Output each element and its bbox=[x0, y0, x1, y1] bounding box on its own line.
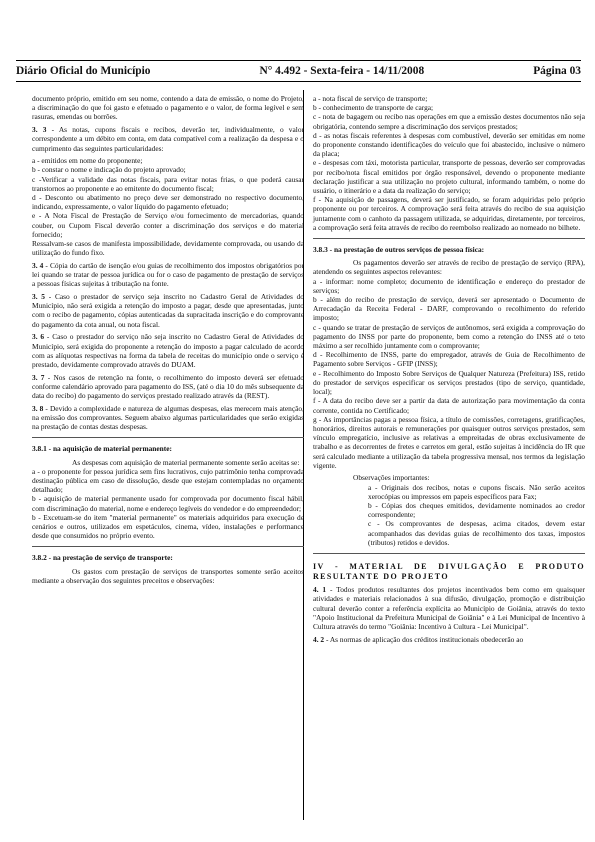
item-number: 4. 2 bbox=[313, 634, 325, 644]
paragraph-text: - Cópia do cartão de isenção e/ou guias de recolhimento dos impostos obrigatórios por lei quando se tratar de pessoa jurídica ou for o caso de pagamento de prestação de serviços a pessoas físicas sujeitas à tributação na fonte. bbox=[32, 260, 304, 289]
paragraph: Os pagamentos deverão ser através de recibo de prestação de serviço (RPA), atendendo os seguintes aspectos relevantes: bbox=[313, 258, 585, 277]
item-number: 3. 5 bbox=[32, 292, 45, 302]
section-rule bbox=[313, 553, 585, 554]
observation-item: a - Originais dos recibos, notas e cupons fiscais. Não serão aceitos xerocópias ou impressos em papeis específicos para Fax; bbox=[368, 482, 585, 501]
item-number: 3. 6 bbox=[32, 332, 45, 342]
paragraph-text: - Caso o prestador de serviço seja inscrito no Cadastro Geral de Atividades do Município, não será exigida a retenção do imposto a pagar, desde que apresentadas, junto com o recibo de pagamento, cópias autenticadas da supracitada inscrição e do comprovante do pagamento da cota anual, ou nota fiscal. bbox=[32, 292, 304, 329]
section-rule bbox=[32, 546, 304, 547]
right-column bbox=[313, 94, 585, 647]
paragraph-text: - As normas de aplicação dos créditos institucionais obedecerão ao bbox=[324, 634, 524, 644]
observations-title: Observações importantes: bbox=[353, 473, 430, 483]
paragraph-3-4 bbox=[32, 261, 304, 289]
section-rule bbox=[313, 238, 585, 239]
paragraph: As despesas com aquisição de material permanente somente serão aceitas se: bbox=[72, 457, 300, 467]
paragraph: Os gastos com prestação de serviços de transportes somente serão aceitos mediante a observação dos seguintes preceitos e observações: bbox=[32, 566, 304, 585]
list-item: b - Excetuam-se do item "material permanente" os materiais adquiridos para execução de cenários e outros, utilizados em espetáculos, cinema, vídeo, instalações e performance desde que consumidos no próprio evento. bbox=[32, 512, 304, 541]
paragraph-3-5 bbox=[32, 292, 304, 329]
paragraph-3-7 bbox=[32, 373, 304, 401]
item-number: 4. 1 bbox=[313, 585, 327, 595]
list-item: b - além do recibo de prestação de serviço, deverá ser apresentado o Documento de Arrecadação da Receita Federal - DARF, comprovando o recolhimento do referido imposto; bbox=[313, 295, 585, 323]
paragraph-text: - As notas, cupons fiscais e recibos, deverão ter, individualmente, o valor correspondente a um débito em conta, em data compatível com a realização da despesa e o cumprimento das seguintes particularidades: bbox=[32, 125, 304, 153]
paragraph-text: - Devido a complexidade e natureza de algumas despesas, elas merecem mais atenção, na emissão dos comprovantes. Seguem abaixo algumas particularidades que serão exigidas na prestação de contas destas despesas. bbox=[32, 403, 304, 432]
list-item: c -Verificar a validade das notas fiscais, para evitar notas frias, o que poderá causar transtornos ao proponente e ao emitente do documento fiscal; bbox=[32, 174, 304, 193]
list-item: e - despesas com táxi, motorista particular, transporte de pessoas, deverão ser comprovadas por recibo/nota fiscal emitidos por órgão responsável, devendo o proponente mediante declaração justificar a sua utilização no projeto cultural, informando também, o nome do usuário, o itinerário e a data da realização do serviço; bbox=[313, 158, 585, 196]
item-number: 3. 4 bbox=[32, 260, 44, 270]
paragraph-3-3 bbox=[32, 125, 304, 153]
list-item: g - As importâncias pagas a pessoa física, a título de comissões, corretagens, gratificações, honorários, direitos autorais e remunerações por quaisquer outros serviços prestados, sem vínculo empregatício, inclusive as relativas a empreitadas de obras exclusivamente de trabalho e as decorrentes de fretes e carretos em geral, estão sujeitas à incidência do IR que será calculado mediante a utilização da tabela progressiva mensal, nos termos da legislação vigente. bbox=[313, 414, 585, 470]
section-rule bbox=[32, 437, 304, 438]
list-item: a - informar: nome completo; documento de identificação e endereço do prestador de serviços; bbox=[313, 276, 585, 295]
list-item: d - Recolhimento de INSS, parte do empregador, através de Guia de Recolhimento de Pagamento sobre Serviços - GFIP (INSS); bbox=[313, 350, 585, 369]
paragraph-text: - Caso o prestador do serviço não seja inscrito no Cadastro Geral de Atividades do Município, será exigida do proponente a retenção do imposto a pagar calculado de acordo com as alíquotas respectivas na forma da tabela de receitas do município onde o serviço é prestado, devidamente comprovado através do DUAM. bbox=[32, 332, 305, 369]
list-item: Ressalvam-se casos de manifesta impossibilidade, devidamente comprovada, ou usando da utilização do fundo fixo. bbox=[32, 239, 304, 258]
list-item: c - quando se tratar de prestação de serviços de autônomos, será exigida a comprovação do pagamento do INSS por parte do proponente, bem como a retenção do INSS até o teto máximo a ser recolhido juntamente com o comprovante; bbox=[313, 322, 585, 351]
observation-item: b - Cópias dos cheques emitidos, devidamente nominados ao credor correspondente; bbox=[368, 501, 585, 520]
left-column bbox=[32, 94, 304, 589]
list-item: b - aquisição de material permanente usado for comprovada por documento fiscal hábil, com discriminação do material, nome e endereço legíveis do vendedor e do empreendedor; bbox=[32, 494, 304, 513]
item-number: 3. 8 bbox=[32, 403, 44, 413]
page-header bbox=[16, 60, 581, 82]
list-item: a - o proponente for pessoa jurídica sem fins lucrativos, cujo patrimônio tenha comprovada destinação pública em caso de dissolução, desde que estejam contempladas no orçamento detalhado; bbox=[32, 466, 304, 495]
list-item: c - nota de bagagem ou recibo nas operações em que a emissão destes documentos não seja obrigatória, contendo sempre a discriminação dos serviços prestados; bbox=[313, 112, 585, 131]
paragraph-4-2 bbox=[313, 635, 585, 644]
section-heading: 3.8.2 - na prestação de serviço de transporte: bbox=[32, 553, 173, 563]
page-number: Página 03 bbox=[533, 65, 581, 77]
paragraph-text: - Nos casos de retenção na fonte, o recolhimento do imposto deverá ser efetuado conforme calendário aprovado para pagamento do ISS, (até o dia 10 do mês subsequente da data do recibo) do pagamento do serviços prestado realizado através da (REST). bbox=[32, 372, 305, 401]
paragraph-text: - Todos produtos resultantes dos projetos incentivados bem como em quaisquer atividades e materiais relacionados à sua difusão, divulgação, promoção e distribuição cultural deverão conter a referência explícita ao Município de Goiânia, através do texto "Apoio Institucional da Prefeitura Municipal de Goiânia" e à Lei Municipal de Incentivo à Cultura através do termo "Goiânia: Incentivo à Cultura - Lei Municipal". bbox=[313, 585, 586, 632]
list-item: e - A Nota Fiscal de Prestação de Serviço e/ou fornecimento de mercadorias, quando couber, ou Cupom Fiscal deverão conter a discriminação dos serviços e do material fornecido; bbox=[32, 211, 304, 239]
newspaper-title: Diário Oficial do Município bbox=[16, 65, 151, 77]
list-item: d - Desconto ou abatimento no preço deve ser demonstrado no respectivo documento, indicando, expressamente, o valor líquido do pagamento efetuado; bbox=[32, 193, 304, 212]
paragraph-4-1 bbox=[313, 585, 585, 631]
list-item: f - Na aquisição de passagens, deverá ser justificado, se foram adquiridas pelo próprio proponente ou por terceiros. A comprovação será feita através do recibo de sua aquisição juntamente com o canhoto da passagem utilizada, se adquiridas, diretamente, por terceiros, a comprovação será feita através de recibo do reembolso realizado ao nomeado no bilhete. bbox=[313, 195, 585, 232]
list-item: b - constar o nome e indicação do projeto aprovado; bbox=[32, 165, 186, 175]
list-item: f - A data do recibo deve ser a partir da data de autorização para movimentação da conta corrente, contida no Certificado; bbox=[313, 396, 585, 415]
paragraph-3-6 bbox=[32, 332, 304, 369]
list-item: a - emitidos em nome do proponente; bbox=[32, 156, 143, 166]
item-number: 3. 3 bbox=[32, 125, 47, 135]
paragraph-3-8 bbox=[32, 404, 304, 432]
observation-item: c - Os comprovantes de despesas, acima citados, devem estar acompanhados das devidas guias de recolhimento dos taxas, impostos (tributos) retidos e devidos. bbox=[368, 519, 585, 547]
list-item: b - conhecimento de transporte de carga; bbox=[313, 103, 434, 113]
section-heading: 3.8.3 - na prestação de outros serviços de pessoa física: bbox=[313, 245, 485, 255]
paragraph: documento próprio, emitido em seu nome, contendo a data de emissão, o nome do Projeto, a discriminação do que foi gasto e efetuado o pagamento e o valor, de forma legível e sem rasuras, emendas ou borrões. bbox=[32, 94, 304, 122]
issue-info: N° 4.492 - Sexta-feira - 14/11/2008 bbox=[259, 65, 425, 77]
list-item: e - Recolhimento do Imposto Sobre Serviços de Qualquer Natureza (Prefeitura) ISS, retido do prestador de serviços especificar os serviços prestados (tipo de serviço, quantidade, local); bbox=[313, 368, 585, 397]
section-heading: 3.8.1 - na aquisição de material permanente: bbox=[32, 444, 172, 454]
item-number: 3. 7 bbox=[32, 372, 45, 382]
list-item: d - as notas fiscais referentes à despesas com combustível, deverão ser emitidas em nome do proponente constando identificações do veículo que foi abastecido, inclusive o número da placa; bbox=[313, 130, 585, 159]
chapter-heading: IV - MATERIAL DE DIVULGAÇÃO E PRODUTO RESULTANTE DO PROJETO bbox=[313, 562, 585, 581]
list-item: a - nota fiscal de serviço de transporte; bbox=[313, 94, 428, 103]
